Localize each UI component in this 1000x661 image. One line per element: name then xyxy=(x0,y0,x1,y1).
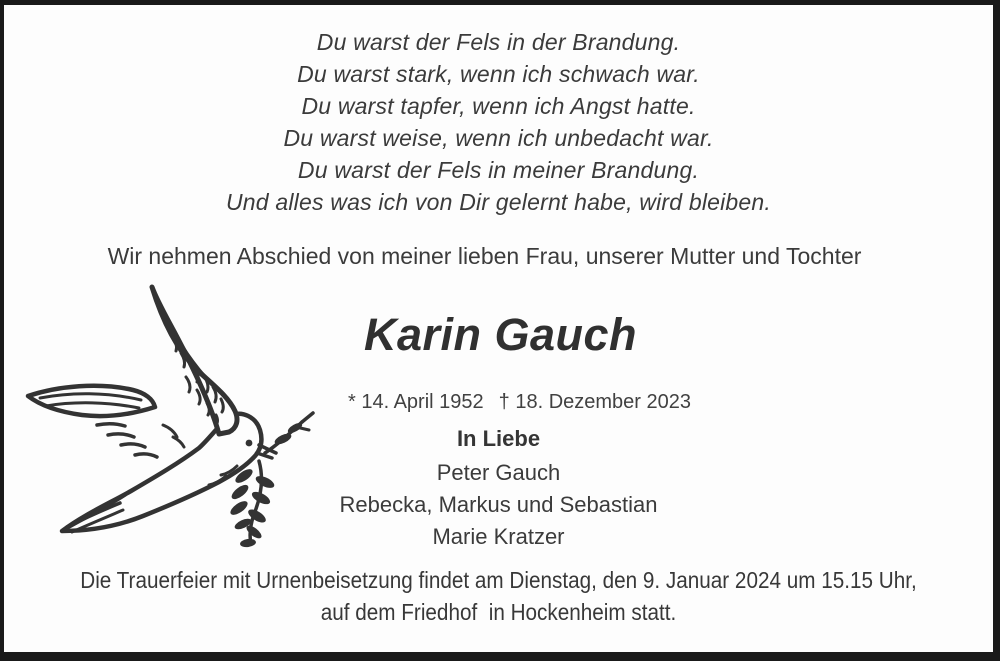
poem-line: Du warst der Fels in meiner Brandung. xyxy=(297,157,700,183)
mourner-name: Peter Gauch xyxy=(436,460,561,485)
intro-text: Wir nehmen Abschied von meiner lieben Frau, unserer Mutter und Tochter xyxy=(107,243,862,269)
poem-line: Du warst der Fels in der Brandung. xyxy=(316,29,681,55)
life-dates xyxy=(4,388,993,416)
poem-line: Du warst stark, wenn ich schwach war. xyxy=(297,61,700,87)
funeral-info-line: Die Trauerfeier mit Urnenbeisetzung findet am Dienstag, den 9. Januar 2024 um 15.15 Uhr, xyxy=(80,567,917,593)
poem-line: Und alles was ich von Dir gelernt habe, wird bleiben. xyxy=(226,189,771,215)
memorial-poem xyxy=(4,26,993,218)
death-date: † 18. Dezember 2023 xyxy=(498,391,691,413)
funeral-info-line: auf dem Friedhof in Hockenheim statt. xyxy=(320,599,677,625)
deceased-name: Karin Gauch xyxy=(363,309,638,360)
poem-line: Du warst weise, wenn ich unbedacht war. xyxy=(283,125,714,151)
poem-line: Du warst tapfer, wenn ich Angst hatte. xyxy=(301,93,696,119)
mourner-name: Marie Kratzer xyxy=(432,524,565,549)
mourner-name: Rebecka, Markus und Sebastian xyxy=(339,492,658,517)
farewell-heading: In Liebe xyxy=(456,426,541,451)
birth-date: * 14. April 1952 xyxy=(348,391,484,413)
